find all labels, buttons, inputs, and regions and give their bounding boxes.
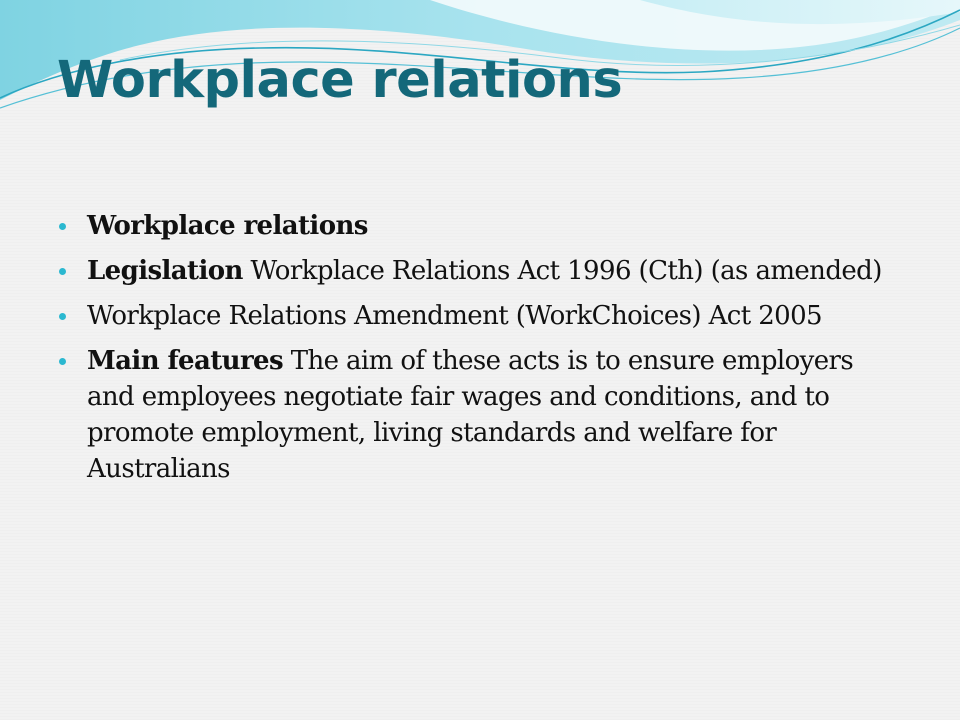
bullet-bold-text: Legislation	[87, 256, 243, 286]
bullet-text: Workplace Relations Act 1996 (Cth) (as amended)	[242, 256, 882, 286]
bullet-text: Workplace Relations Amendment (WorkChoices) Act 2005	[87, 301, 822, 331]
slide-title: Workplace relations	[57, 51, 623, 110]
bullet-dot-icon	[59, 358, 66, 365]
bullet-item	[57, 208, 902, 244]
bullet-list	[57, 208, 902, 496]
bullet-item	[57, 343, 902, 487]
bullet-bold-text: Workplace relations	[87, 211, 368, 241]
bullet-item	[57, 253, 902, 289]
bullet-bold-text: Main features	[87, 346, 284, 376]
bullet-text: The aim of these acts is to ensure employers and employees negotiate fair wages and conditions, and to promote employment, living standards and welfare for Australians	[87, 346, 854, 484]
bullet-dot-icon	[59, 268, 66, 275]
bullet-dot-icon	[59, 223, 66, 230]
bullet-item	[57, 298, 902, 334]
bullet-dot-icon	[59, 313, 66, 320]
